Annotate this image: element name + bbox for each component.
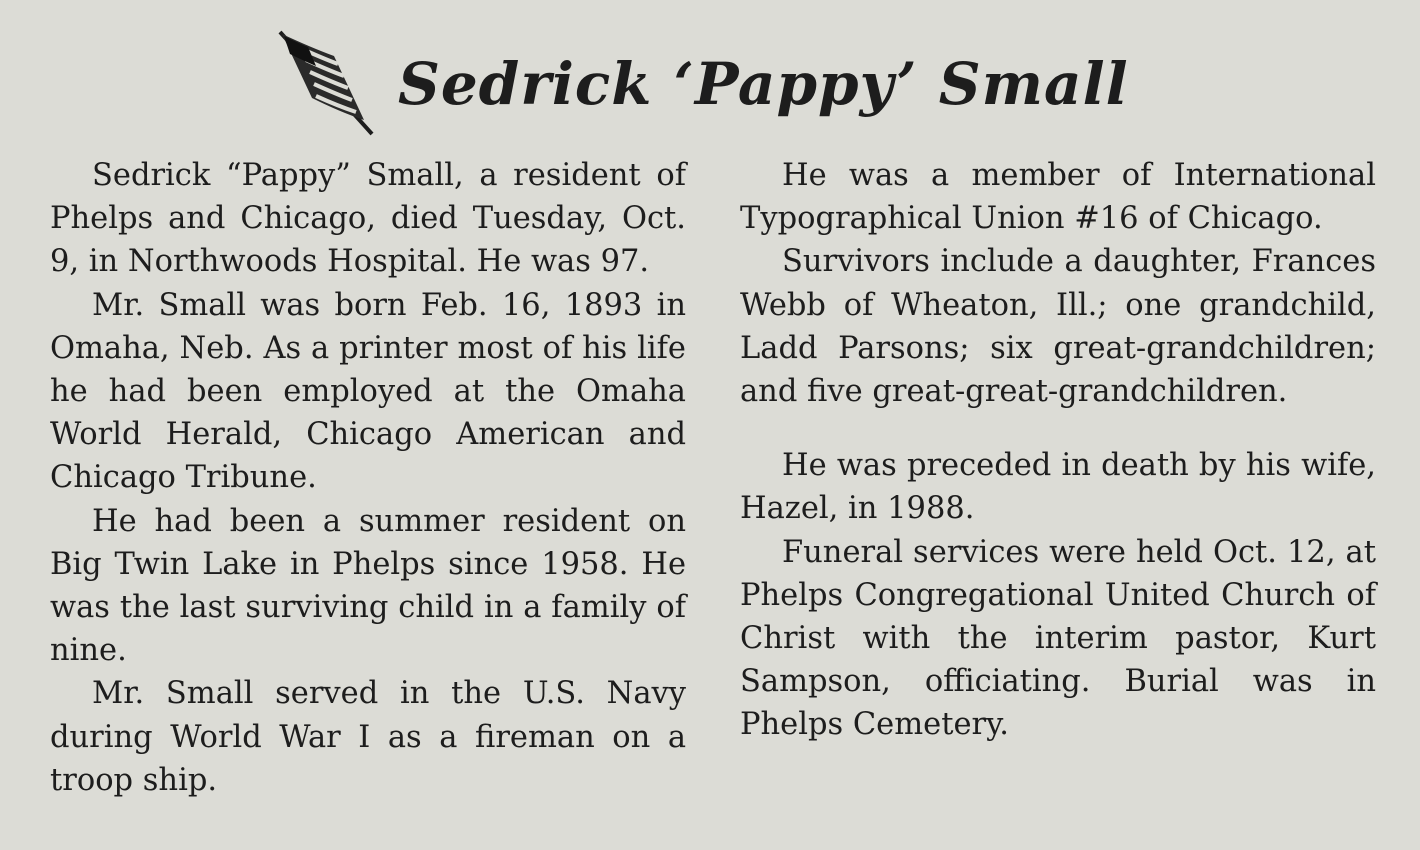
paragraph-summer-resident: He had been a summer resident on Big Twin Lake in Phelps since 1958. He was the last surviving child in a family of nine. (50, 503, 686, 669)
paragraph-survivors: Survivors include a daughter, Frances Webb of Wheaton, Ill.; one grandchild, Ladd Parsons; six great-grandchildren; and five great-great-grandchildren. (740, 244, 1376, 410)
paragraph-preceded: He was preceded in death by his wife, Hazel, in 1988. (740, 448, 1376, 527)
paragraph-death: Sedrick “Pappy” Small, a resident of Phelps and Chicago, died Tuesday, Oct. 9, in Northwoods Hospital. He was 97. (50, 158, 686, 280)
right-column (740, 154, 1376, 747)
paragraph-navy: Mr. Small served in the U.S. Navy during World War I as a fireman on a troop ship. (50, 676, 686, 798)
paragraph-birth-career: Mr. Small was born Feb. 16, 1893 in Omaha, Neb. As a printer most of his life he had been employed at the Omaha World Herald, Chicago American and Chicago Tribune. (50, 287, 686, 496)
american-flag-icon (272, 26, 382, 138)
paragraph-funeral: Funeral services were held Oct. 12, at Phelps Congregational United Church of Christ with the interim pastor, Kurt Sampson, officiating. Burial was in Phelps Cemetery. (740, 534, 1376, 743)
left-column (50, 154, 686, 802)
headline: Sedrick ‘Pappy’ Small (398, 50, 1129, 118)
paragraph-union: He was a member of International Typographical Union #16 of Chicago. (740, 158, 1376, 237)
